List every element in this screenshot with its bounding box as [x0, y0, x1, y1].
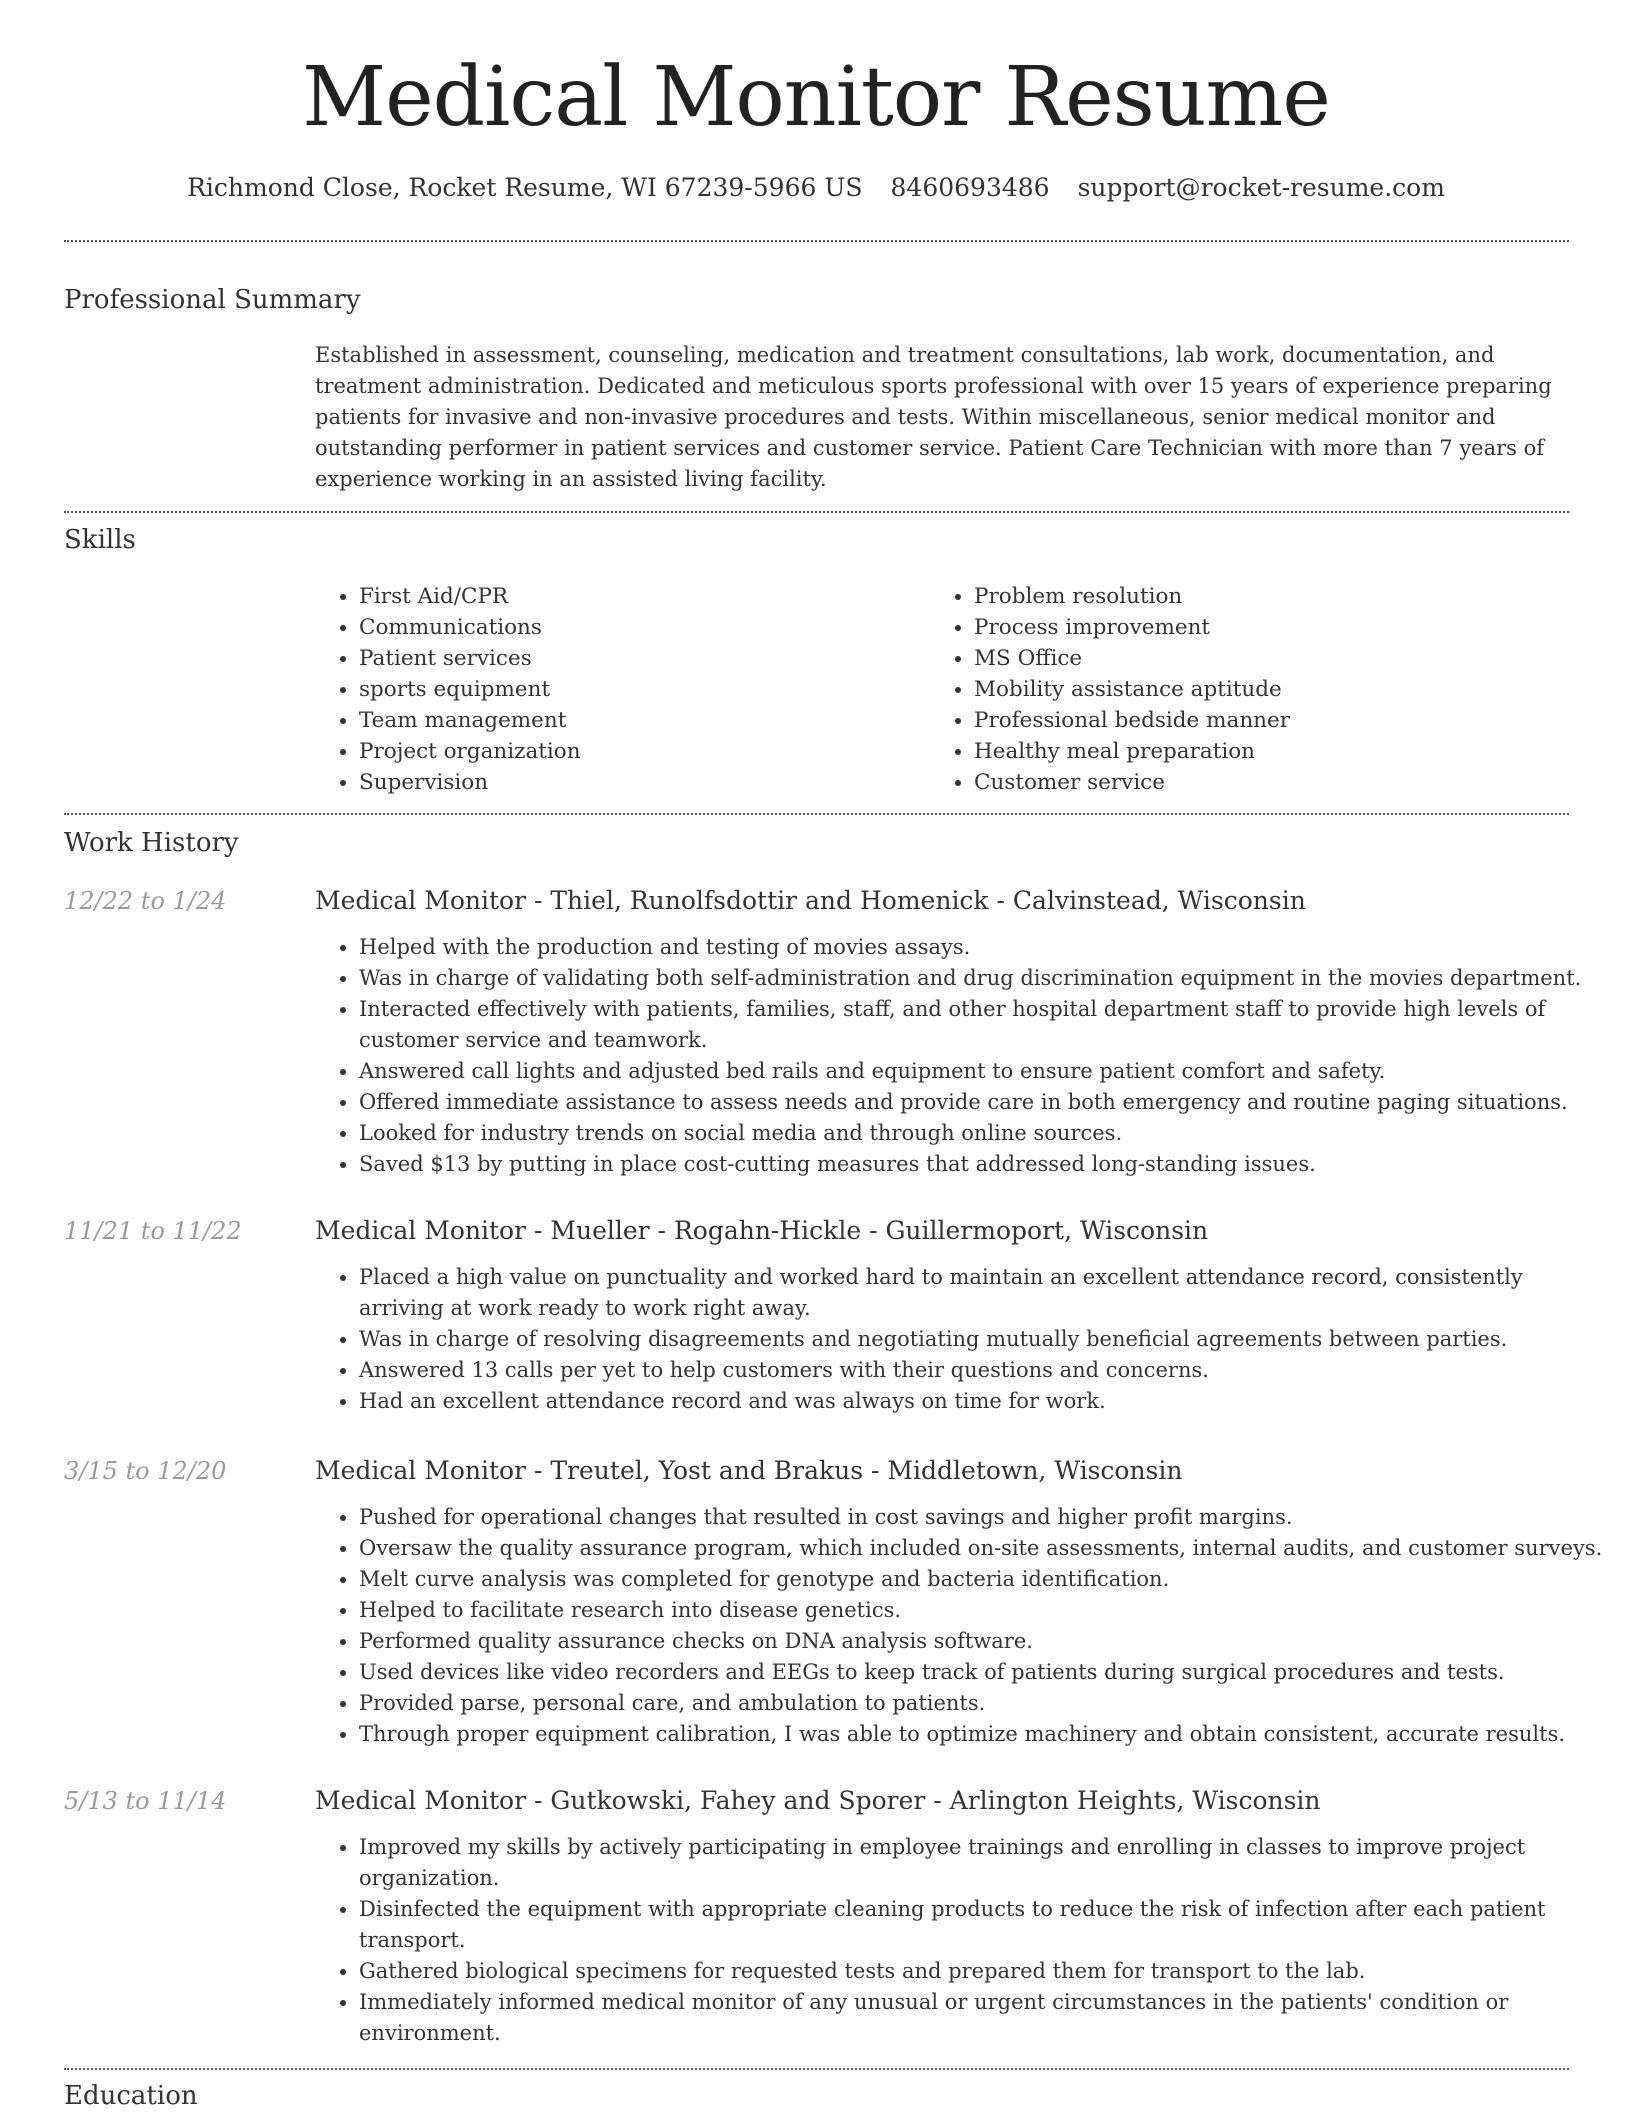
job-dates: 12/22 to 1/24: [64, 887, 227, 915]
job-bullets: [315, 1832, 1609, 2049]
job-bullet: • Provided parse, personal care, and ambulation to patients.: [359, 1688, 1609, 1719]
section-title-skills: Skills: [64, 525, 136, 555]
divider: [64, 511, 1569, 513]
job-bullet: • Melt curve analysis was completed for genotype and bacteria identification.: [359, 1564, 1609, 1595]
job-bullet: • Disinfected the equipment with appropriate cleaning products to reduce the risk of infection after each patient transport.: [359, 1894, 1609, 1956]
contact-address: Richmond Close, Rocket Resume, WI 67239-5966 US: [187, 173, 863, 202]
job-bullet: • Answered 13 calls per yet to help customers with their questions and concerns.: [359, 1355, 1609, 1386]
job-bullets: [315, 932, 1609, 1180]
job-bullet: • Was in charge of validating both self-administration and drug discrimination equipment in the movies department.: [359, 963, 1609, 994]
job-bullets: [315, 1262, 1609, 1417]
job-bullet: • Gathered biological specimens for requested tests and prepared them for transport to the lab.: [359, 1956, 1609, 1987]
job-bullet: • Offered immediate assistance to assess needs and provide care in both emergency and routine paging situations.: [359, 1087, 1609, 1118]
job-bullet: • Had an excellent attendance record and was always on time for work.: [359, 1386, 1609, 1417]
skill-item: • Project organization: [359, 736, 581, 767]
job-dates: 3/15 to 12/20: [64, 1457, 227, 1485]
skills-list-left: [315, 581, 581, 798]
job-bullet: • Used devices like video recorders and EEGs to keep track of patients during surgical procedures and tests.: [359, 1657, 1609, 1688]
job-bullet: • Improved my skills by actively participating in employee trainings and enrolling in classes to improve project organization.: [359, 1832, 1609, 1894]
section-title-education: Education: [64, 2081, 198, 2111]
divider: [64, 2068, 1569, 2070]
contact-phone: 8460693486: [890, 173, 1050, 202]
resume-title: Medical Monitor Resume: [302, 50, 1330, 145]
job-bullet: • Helped with the production and testing of movies assays.: [359, 932, 1609, 963]
skill-item: • Professional bedside manner: [974, 705, 1290, 736]
job-title: Medical Monitor - Mueller - Rogahn-Hickle - Guillermoport, Wisconsin: [315, 1216, 1209, 1245]
job-bullet: • Through proper equipment calibration, I was able to optimize machinery and obtain consistent, accurate results.: [359, 1719, 1609, 1750]
skill-item: • First Aid/CPR: [359, 581, 581, 612]
skill-item: • Process improvement: [974, 612, 1290, 643]
divider: [64, 240, 1569, 242]
job-bullets: [315, 1502, 1609, 1750]
contact-line: [0, 170, 1632, 206]
job-bullet: • Pushed for operational changes that resulted in cost savings and higher profit margins.: [359, 1502, 1609, 1533]
job-bullet: • Was in charge of resolving disagreements and negotiating mutually beneficial agreements between parties.: [359, 1324, 1609, 1355]
skill-item: • MS Office: [974, 643, 1290, 674]
job-dates: 11/21 to 11/22: [64, 1217, 242, 1245]
skill-item: • Communications: [359, 612, 581, 643]
skill-item: • Mobility assistance aptitude: [974, 674, 1290, 705]
job-bullet: • Oversaw the quality assurance program, which included on-site assessments, internal audits, and customer surveys.: [359, 1533, 1609, 1564]
job-bullet: • Looked for industry trends on social media and through online sources.: [359, 1118, 1609, 1149]
job-bullet: • Immediately informed medical monitor of any unusual or urgent circumstances in the patients' condition or environment.: [359, 1987, 1609, 2049]
section-title-summary: Professional Summary: [64, 285, 361, 315]
job-bullet: • Performed quality assurance checks on DNA analysis software.: [359, 1626, 1609, 1657]
job-dates: 5/13 to 11/14: [64, 1787, 227, 1815]
skill-item: • Supervision: [359, 767, 581, 798]
job-title: Medical Monitor - Treutel, Yost and Brakus - Middletown, Wisconsin: [315, 1456, 1183, 1485]
skill-item: • Healthy meal preparation: [974, 736, 1290, 767]
job-bullet: • Answered call lights and adjusted bed rails and equipment to ensure patient comfort and safety.: [359, 1056, 1609, 1087]
skill-item: • Customer service: [974, 767, 1290, 798]
skills-list-right: [930, 581, 1290, 798]
job-title: Medical Monitor - Thiel, Runolfsdottir and Homenick - Calvinstead, Wisconsin: [315, 886, 1306, 915]
job-bullet: • Placed a high value on punctuality and worked hard to maintain an excellent attendance record, consistently arriving at work ready to work right away.: [359, 1262, 1609, 1324]
skill-item: • Patient services: [359, 643, 581, 674]
divider: [64, 813, 1569, 815]
contact-email[interactable]: support@rocket-resume.com: [1077, 173, 1445, 202]
skill-item: • Team management: [359, 705, 581, 736]
section-title-work-history: Work History: [64, 828, 239, 858]
summary-text: Established in assessment, counseling, medication and treatment consultations, lab work, documentation, and treatment administration. Dedicated and meticulous sports professional with over 15 years of experience preparing patients for invasive and non-invasive procedures and tests. Within miscellaneous, senior medical monitor and outstanding performer in patient services and customer service. Patient Care Technician with more than 7 years of experience working in an assisted living facility.: [315, 343, 1552, 491]
skill-item: • sports equipment: [359, 674, 581, 705]
job-bullet: • Interacted effectively with patients, families, staff, and other hospital department staff to provide high levels of customer service and teamwork.: [359, 994, 1609, 1056]
job-title: Medical Monitor - Gutkowski, Fahey and Sporer - Arlington Heights, Wisconsin: [315, 1786, 1321, 1815]
skill-item: • Problem resolution: [974, 581, 1290, 612]
job-bullet: • Helped to facilitate research into disease genetics.: [359, 1595, 1609, 1626]
job-bullet: • Saved $13 by putting in place cost-cutting measures that addressed long-standing issues.: [359, 1149, 1609, 1180]
